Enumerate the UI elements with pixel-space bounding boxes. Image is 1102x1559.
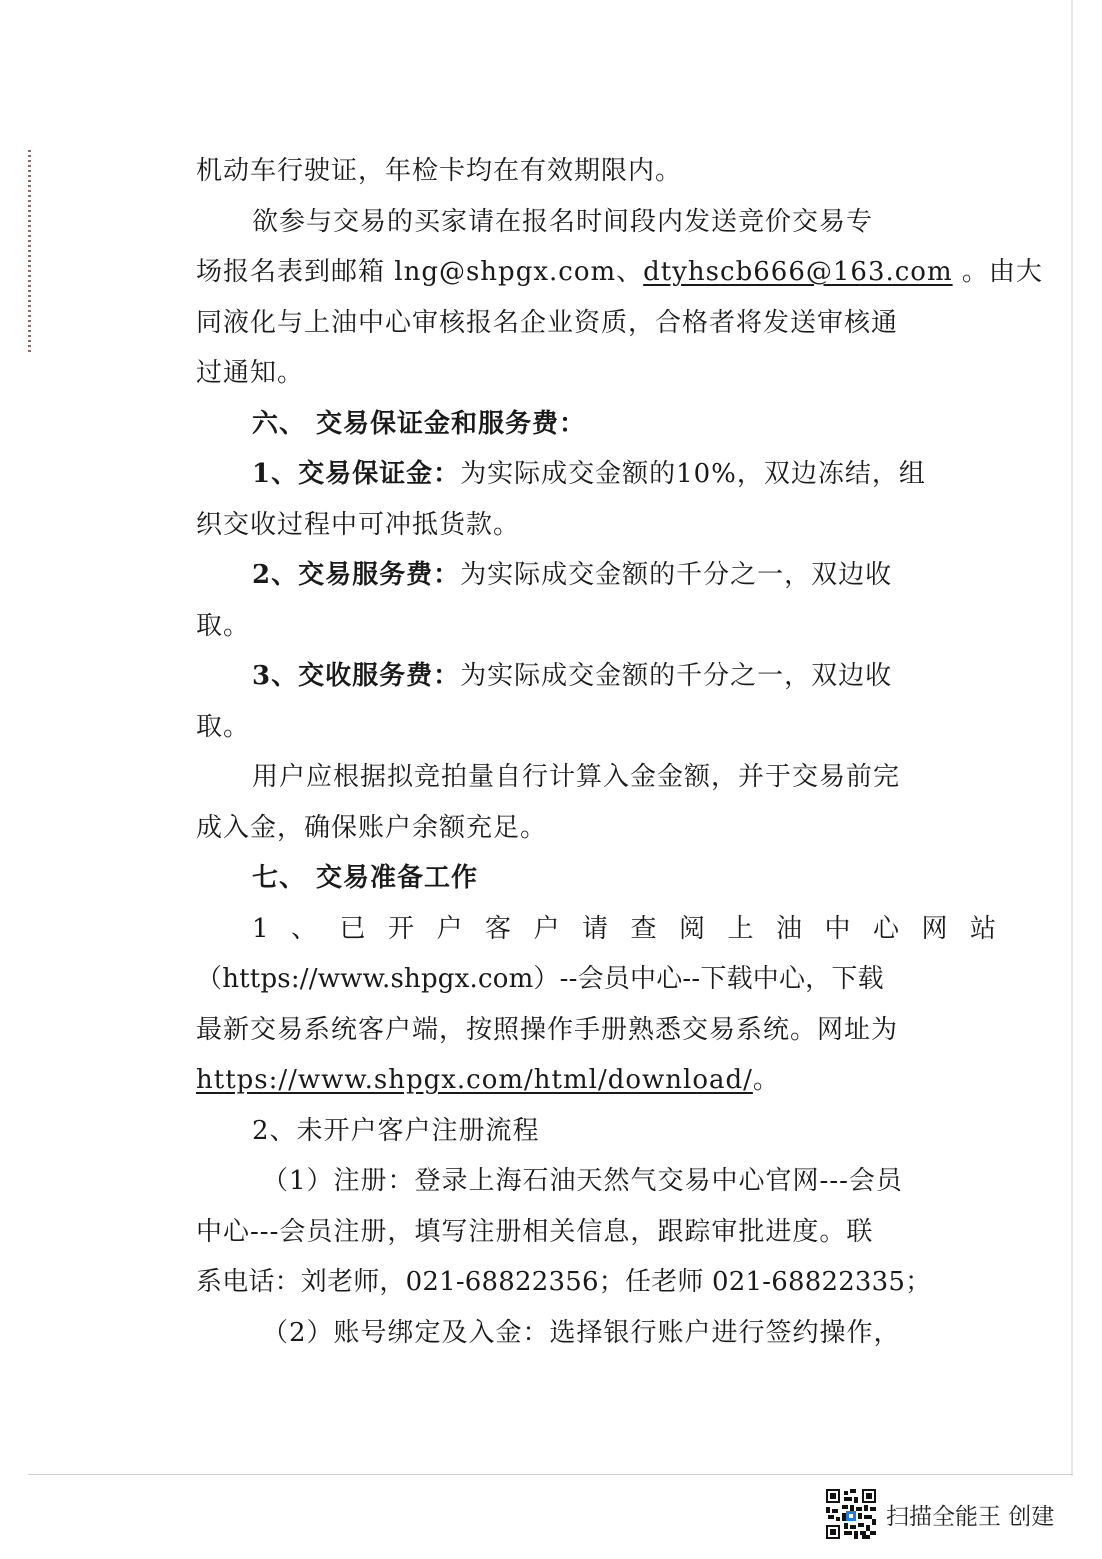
paragraph-line-18: 最新交易系统客户端，按照操作手册熟悉交易系统。网址为 bbox=[196, 1014, 899, 1045]
paragraph-line-19 bbox=[196, 1055, 918, 1106]
scanner-watermark bbox=[826, 1488, 1054, 1540]
paragraph-line-20: 2、未开户客户注册流程 bbox=[252, 1115, 540, 1146]
page-edge-bottom bbox=[28, 1474, 1073, 1475]
paragraph-line-8: 织交收过程中可冲抵货款。 bbox=[196, 509, 521, 540]
item-delivery-fee-label: 3、交收服务费： bbox=[252, 661, 461, 691]
paragraph-line-5: 过通知。 bbox=[196, 358, 305, 388]
page-edge-right bbox=[1071, 0, 1073, 1476]
paragraph-line-2: 欲参与交易的买家请在报名时间段内发送竞价交易专 bbox=[252, 206, 874, 237]
item-delivery-fee bbox=[196, 651, 918, 702]
paragraph-line-22: 中心---会员注册，填写注册相关信息，跟踪审批进度。联 bbox=[196, 1216, 874, 1247]
paragraph-line-14: 成入金，确保账户余额充足。 bbox=[196, 812, 548, 843]
item-trade-fee-label: 2、交易服务费： bbox=[252, 560, 461, 590]
section-heading-6: 六、 交易保证金和服务费： bbox=[252, 408, 587, 439]
paragraph-line-12: 取。 bbox=[196, 711, 251, 742]
email-outro: 。由大 bbox=[952, 257, 1043, 287]
item-delivery-fee-text: 为实际成交金额的千分之一，双边收 bbox=[460, 661, 893, 691]
scanner-brand-text: 扫描全能王 创建 bbox=[886, 1503, 1055, 1530]
paragraph-line-10: 取。 bbox=[196, 610, 251, 641]
paragraph-line-21: （1）注册：登录上海石油天然气交易中心官网---会员 bbox=[262, 1166, 903, 1196]
item-trade-fee bbox=[196, 550, 918, 601]
qr-code-icon bbox=[826, 1489, 876, 1539]
email-link[interactable]: dtyhscb666@163.com bbox=[643, 257, 953, 287]
paragraph-line-4: 同液化与上油中心审核报名企业资质，合格者将发送审核通 bbox=[196, 307, 899, 338]
paragraph-line-16: 1、已开户客户请查阅上油中心网站 bbox=[252, 913, 1019, 944]
binding-marks bbox=[28, 150, 31, 355]
paragraph-line-1: 机动车行驶证，年检卡均在有效期限内。 bbox=[196, 156, 683, 186]
item-trade-fee-text: 为实际成交金额的千分之一，双边收 bbox=[460, 560, 893, 590]
item-deposit-text: 为实际成交金额的10%，双边冻结，组 bbox=[460, 459, 926, 489]
section-heading-7: 七、 交易准备工作 bbox=[252, 863, 479, 893]
item-deposit-label: 1、交易保证金： bbox=[252, 459, 461, 489]
email-intro: 场报名表到邮箱 lng@shpgx.com、 bbox=[196, 257, 644, 287]
paragraph-line-3 bbox=[196, 247, 1043, 298]
download-link-suffix: 。 bbox=[752, 1065, 780, 1095]
paragraph-line-17: （https://www.shpgx.com）--会员中心--下载中心，下载 bbox=[196, 964, 884, 994]
paragraph-line-23: 系电话：刘老师，021-68822356；任老师 021-68822335； bbox=[196, 1267, 932, 1297]
document-body bbox=[196, 146, 1043, 1358]
paragraph-line-13: 用户应根据拟竞拍量自行计算入金金额，并于交易前完 bbox=[252, 762, 901, 792]
download-link[interactable]: https://www.shpgx.com/html/download/ bbox=[196, 1065, 753, 1095]
paragraph-line-24: （2）账号绑定及入金：选择银行账户进行签约操作， bbox=[262, 1317, 901, 1348]
item-deposit bbox=[196, 449, 926, 500]
